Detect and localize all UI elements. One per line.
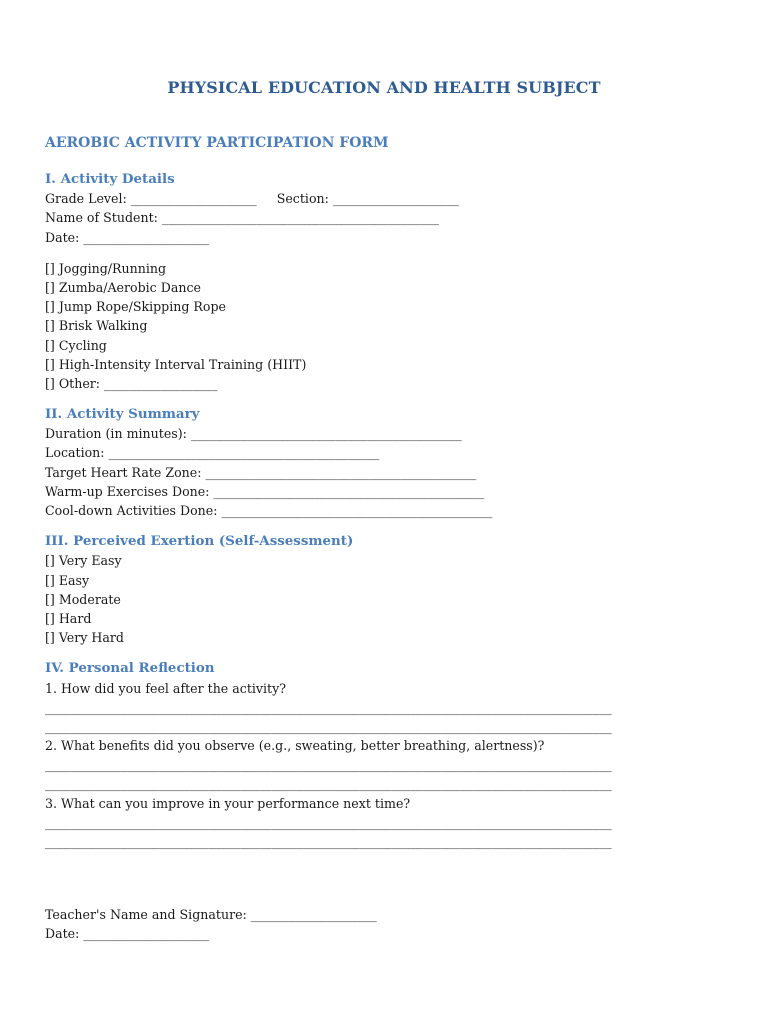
exertion-option[interactable]: [] Moderate (45, 591, 121, 607)
form-body (45, 170, 745, 944)
warm-up-field[interactable]: Warm-up Exercises Done: ___________________________________________ (45, 483, 485, 499)
teacher-signature-field[interactable]: Teacher's Name and Signature: ____________________ (45, 907, 377, 923)
answer-line[interactable]: __________________________________________________________________________________________ (45, 718, 612, 734)
activity-option[interactable]: [] Jump Rope/Skipping Rope (45, 299, 227, 315)
heart-rate-field[interactable]: Target Heart Rate Zone: ___________________________________________ (45, 464, 477, 480)
activity-option[interactable]: [] Cycling (45, 337, 107, 353)
activity-option[interactable]: [] Jogging/Running (45, 260, 167, 276)
question-3: 3. What can you improve in your performance next time? (45, 795, 411, 811)
exertion-option[interactable]: [] Very Easy (45, 553, 122, 569)
grade-section-field[interactable]: Grade Level: ____________________ Section: ____________________ (45, 191, 459, 207)
answer-line[interactable]: __________________________________________________________________________________________ (45, 834, 612, 849)
footer-date-field[interactable]: Date: ____________________ (45, 926, 210, 942)
page-title: PHYSICAL EDUCATION AND HEALTH SUBJECT (167, 78, 601, 97)
question-1: 1. How did you feel after the activity? (45, 680, 286, 696)
location-field[interactable]: Location: ___________________________________________ (45, 445, 380, 461)
activity-option[interactable]: [] High-Intensity Interval Training (HIIT) (45, 356, 307, 372)
answer-line[interactable]: __________________________________________________________________________________________ (45, 757, 612, 773)
form-title: AEROBIC ACTIVITY PARTICIPATION FORM (45, 135, 389, 151)
section-heading-personal-reflection: IV. Personal Reflection (45, 660, 215, 677)
answer-line[interactable]: __________________________________________________________________________________________ (45, 814, 612, 830)
section-heading-activity-details: I. Activity Details (45, 171, 175, 187)
exertion-option[interactable]: [] Very Hard (45, 630, 124, 646)
exertion-option[interactable]: [] Hard (45, 610, 92, 626)
student-name-field[interactable]: Name of Student: ____________________________________________ (45, 210, 439, 226)
duration-field[interactable]: Duration (in minutes): ___________________________________________ (45, 426, 462, 442)
exertion-option[interactable]: [] Easy (45, 572, 90, 588)
activity-option-other[interactable]: [] Other: __________________ (45, 375, 218, 391)
activity-option[interactable]: [] Brisk Walking (45, 318, 148, 334)
section-heading-perceived-exertion: III. Perceived Exertion (Self-Assessment) (45, 533, 354, 550)
cool-down-field[interactable]: Cool-down Activities Done: ___________________________________________ (45, 503, 493, 518)
answer-line[interactable]: __________________________________________________________________________________________ (45, 776, 612, 792)
activity-option[interactable]: [] Zumba/Aerobic Dance (45, 279, 201, 295)
answer-line[interactable]: __________________________________________________________________________________________ (45, 699, 612, 715)
question-2: 2. What benefits did you observe (e.g., sweating, better breathing, alertness)? (45, 738, 545, 754)
date-field[interactable]: Date: ____________________ (45, 229, 210, 245)
section-heading-activity-summary: II. Activity Summary (45, 406, 200, 423)
